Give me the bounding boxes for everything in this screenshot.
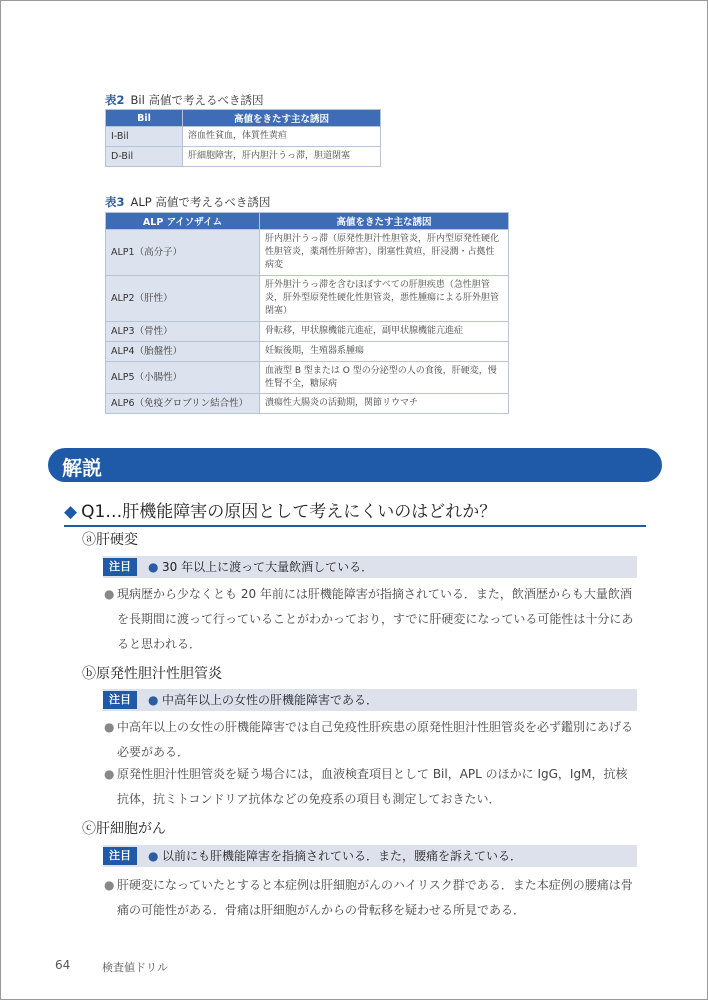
note-bar [103, 845, 637, 867]
note-badge: 注目 [103, 558, 137, 576]
table3-number: 表3 [105, 195, 125, 209]
table2-row-value: 肝細胞障害，肝内胆汁うっ滞，胆道閉塞 [183, 147, 381, 167]
paragraph-text: 原発性胆汁性胆管炎を疑う場合には，血液検査項目として Bil，APL のほかに IgG，IgM，抗核抗体，抗ミトコンドリア抗体などの免疫系の項目も測定しておきたい． [117, 767, 628, 806]
table3-row-value: 妊娠後期，生殖器系腫瘍 [260, 342, 509, 362]
table3-row-value: 血液型 B 型または O 型の分泌型の人の食後，肝硬変，慢性腎不全，糖尿病 [260, 362, 509, 394]
diamond-icon: ◆ [64, 502, 78, 522]
page-number: 64 [55, 958, 71, 972]
table2-row-key: I-Bil [106, 127, 183, 147]
paragraph [104, 873, 636, 923]
table3-row-key: ALP1（高分子） [106, 230, 260, 276]
table2-number: 表2 [105, 93, 125, 107]
table3-row-key: ALP5（小腸性） [106, 362, 260, 394]
table3-caption [105, 194, 270, 210]
paragraph [104, 762, 636, 812]
table3 [105, 212, 509, 414]
book-title: 検査値ドリル [102, 961, 168, 974]
section-banner [48, 448, 662, 482]
table2-row-key: D-Bil [106, 147, 183, 167]
note-bar [103, 689, 637, 711]
bullet-icon: ● [148, 693, 159, 707]
section-banner-title: 解説 [62, 456, 102, 480]
table3-header-value: 高値をきたす主な誘因 [260, 213, 509, 230]
note-badge: 注目 [103, 847, 137, 865]
paragraph [104, 715, 636, 765]
table3-row-value: 肝外胆汁うっ滞を含むほぼすべての肝胆疾患（急性胆管炎，肝外型原発性硬化性胆管炎，悪性腫瘍による肝外胆管閉塞） [260, 276, 509, 322]
table3-header-key: ALP アイソザイム [106, 213, 260, 230]
table3-row-value: 骨転移，甲状腺機能亢進症，副甲状腺機能亢進症 [260, 322, 509, 342]
bullet-icon: ● [104, 587, 115, 601]
note-text: 以前にも肝機能障害を指摘されている．また，腰痛を訴えている． [162, 849, 523, 863]
item-label: ⓐ肝硬変 [82, 532, 138, 548]
table3-row-value: 潰瘍性大腸炎の活動期，関節リウマチ [260, 394, 509, 414]
note-text: 中高年以上の女性の肝機能障害である． [162, 693, 379, 707]
table2-row-value: 溶血性貧血，体質性黄疸 [183, 127, 381, 147]
note-text: 30 年以上に渡って大量飲酒している． [162, 560, 374, 574]
bullet-icon: ● [104, 767, 115, 781]
paragraph [104, 582, 636, 657]
note-bar [103, 556, 637, 578]
paragraph-text: 現病歴から少なくとも 20 年前には肝機能障害が指摘されている．また，飲酒歴からも大量飲酒を長期間に渡って行っていることがわかっており，すでに肝硬変になっている可能性は十分にあると思われる． [117, 587, 634, 651]
table3-caption-text: ALP 高値で考えるべき誘因 [130, 195, 271, 209]
bullet-icon: ● [148, 849, 159, 863]
table2-header-key: Bil [106, 110, 183, 127]
paragraph-text: 肝硬変になっていたとすると本症例は肝細胞がんのハイリスク群である．また本症例の腰痛は骨痛の可能性がある．骨痛は肝細胞がんからの骨転移を疑わせる所見である． [117, 878, 633, 917]
note-badge: 注目 [103, 691, 137, 709]
item-label: ⓑ原発性胆汁性胆管炎 [82, 666, 222, 682]
bullet-icon: ● [148, 560, 159, 574]
table3-row-key: ALP4（胎盤性） [106, 342, 260, 362]
paragraph-text: 中高年以上の女性の肝機能障害では自己免疫性肝疾患の原発性胆汁性胆管炎を必ず鑑別にあげる必要がある． [117, 720, 634, 759]
table2-caption [105, 92, 263, 108]
table2-caption-text: Bil 高値で考えるべき誘因 [130, 93, 264, 107]
question-rule [64, 525, 646, 527]
table3-row-key: ALP2（肝性） [106, 276, 260, 322]
bullet-icon: ● [104, 720, 115, 734]
table2-header-value: 高値をきたす主な誘因 [183, 110, 381, 127]
question-heading [64, 497, 496, 522]
table3-row-key: ALP3（骨性） [106, 322, 260, 342]
table3-row-value: 肝内胆汁うっ滞（原発性胆汁性胆管炎，肝内型原発性硬化性胆管炎，薬剤性肝障害），閉塞性黄疸，肝浸潤・占拠性病変 [260, 230, 509, 276]
item-label: ⓒ肝細胞がん [82, 821, 166, 837]
question-text: Q1…肝機能障害の原因として考えにくいのはどれか？ [81, 502, 497, 522]
table2 [105, 109, 381, 167]
bullet-icon: ● [104, 878, 115, 892]
table3-row-key: ALP6（免疫グロブリン結合性） [106, 394, 260, 414]
